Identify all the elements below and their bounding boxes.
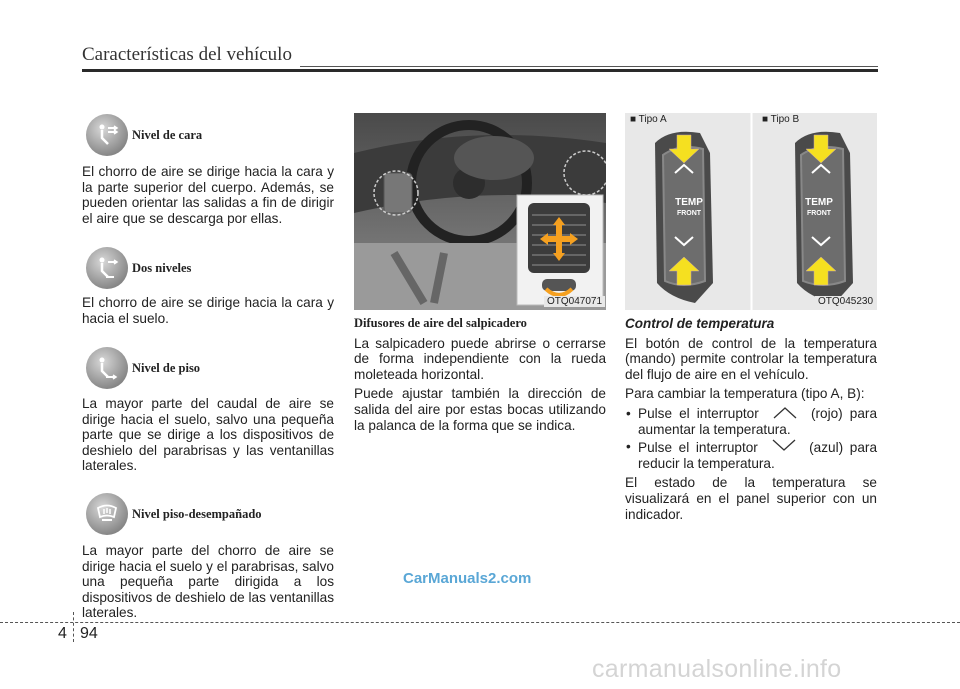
mode-floor-defrost-text: La mayor parte del chorro de aire se dirige hacia el suelo y el parabrisas, salvo una pequeña parte dirigida a los dispositivos de deshielo de las ventanillas laterales.: [82, 543, 334, 621]
temp-switch-photo: [625, 113, 877, 310]
watermark-carmanualsonline: carmanualsonline.info: [592, 655, 842, 683]
temp-para-2: Para cambiar la temperatura (tipo A, B):: [625, 386, 865, 402]
chevron-down-icon: [771, 439, 797, 451]
switch-a-text: [671, 197, 707, 219]
mode-floor-defrost-label: Nivel piso-desempañado: [132, 506, 262, 521]
mode-floor-defrost: [86, 493, 262, 535]
mode-floor-text-block: [82, 396, 334, 478]
switch-b-temp: TEMP: [805, 197, 833, 208]
vent-section: [354, 316, 606, 437]
mode-face-text: El chorro de aire se dirige hacia la cara y la parte superior del cuerpo. Además, se pueden orientar las salidas a fin de dirigir el aire que se descarga por ellas.: [82, 164, 334, 226]
mode-floor: [86, 347, 200, 389]
mode-face-label: Nivel de cara: [132, 127, 203, 142]
chevron-up-icon: [772, 407, 798, 419]
vent-para-1: La salpicadero puede abrirse o cerrarse de forma independiente con la rueda moleteada horizontal.: [354, 335, 606, 382]
page-number: 94: [80, 625, 98, 642]
mode-floor-text: La mayor parte del caudal de aire se dirige hacia el suelo, salvo una pequeña parte que se dirige a los dispositivos de deshielo del parabrisas y las ventanillas laterales.: [82, 396, 334, 474]
tipo-a-label: ■ Tipo A: [630, 114, 667, 125]
mode-bilevel-text: El chorro de aire se dirige hacia la cara y hacia el suelo.: [82, 295, 334, 326]
floor-defrost-icon: [86, 493, 128, 535]
temp-section: [625, 316, 877, 526]
chapter-number: 4: [58, 625, 67, 642]
mode-face-text-block: [82, 164, 334, 230]
header-rule: [82, 69, 878, 72]
footer-dashed-rule: [0, 622, 960, 623]
switch-a-front: FRONT: [676, 210, 702, 217]
switch-b-front: FRONT: [806, 210, 832, 217]
mode-bilevel: [86, 247, 191, 289]
dashboard-vent-photo: [354, 113, 606, 310]
bi-level-vent-icon: [86, 247, 128, 289]
photo-id-right: OTQ045230: [815, 296, 876, 307]
mode-bilevel-label: Dos niveles: [132, 260, 192, 275]
footer-page-divider: [73, 612, 74, 642]
mode-face: [86, 114, 202, 156]
tipo-b-label: ■ Tipo B: [762, 114, 800, 125]
mode-bilevel-text-block: [82, 295, 334, 330]
temp-bullet-up: • Pulse el interruptor (rojo) para aumentar la temperatura.: [625, 406, 877, 437]
vent-heading: Difusores de aire del salpicadero: [354, 316, 527, 330]
switch-a-temp: TEMP: [675, 197, 703, 208]
face-vent-icon: [86, 114, 128, 156]
watermark-carmanuals2: CarManuals2.com: [403, 570, 532, 587]
temp-para-3: El estado de la temperatura se visualizará en el panel superior con un indicador.: [625, 475, 877, 522]
switch-b-text: [801, 197, 837, 219]
temp-heading: Control de temperatura: [625, 316, 775, 331]
floor-vent-icon: [86, 347, 128, 389]
temp-bullets: [625, 406, 877, 471]
temp-para-1: El botón de control de la temperatura (mando) permite controlar la temperatura del flujo de aire en el vehículo.: [625, 335, 877, 382]
mode-floor-label: Nivel de piso: [132, 360, 201, 375]
mode-floor-defrost-text-block: [82, 543, 334, 625]
header-rule-thin: [300, 66, 878, 67]
vent-para-2: Puede ajustar también la dirección de salida del aire por estas bocas utilizando la palanca de la forma que se indica.: [354, 386, 606, 433]
temp-bullet-down: • Pulse el interruptor (azul) para reducir la temperatura.: [625, 439, 877, 471]
page-header-title: Características del vehículo: [82, 44, 292, 65]
photo-id-left: OTQ047071: [544, 296, 605, 307]
